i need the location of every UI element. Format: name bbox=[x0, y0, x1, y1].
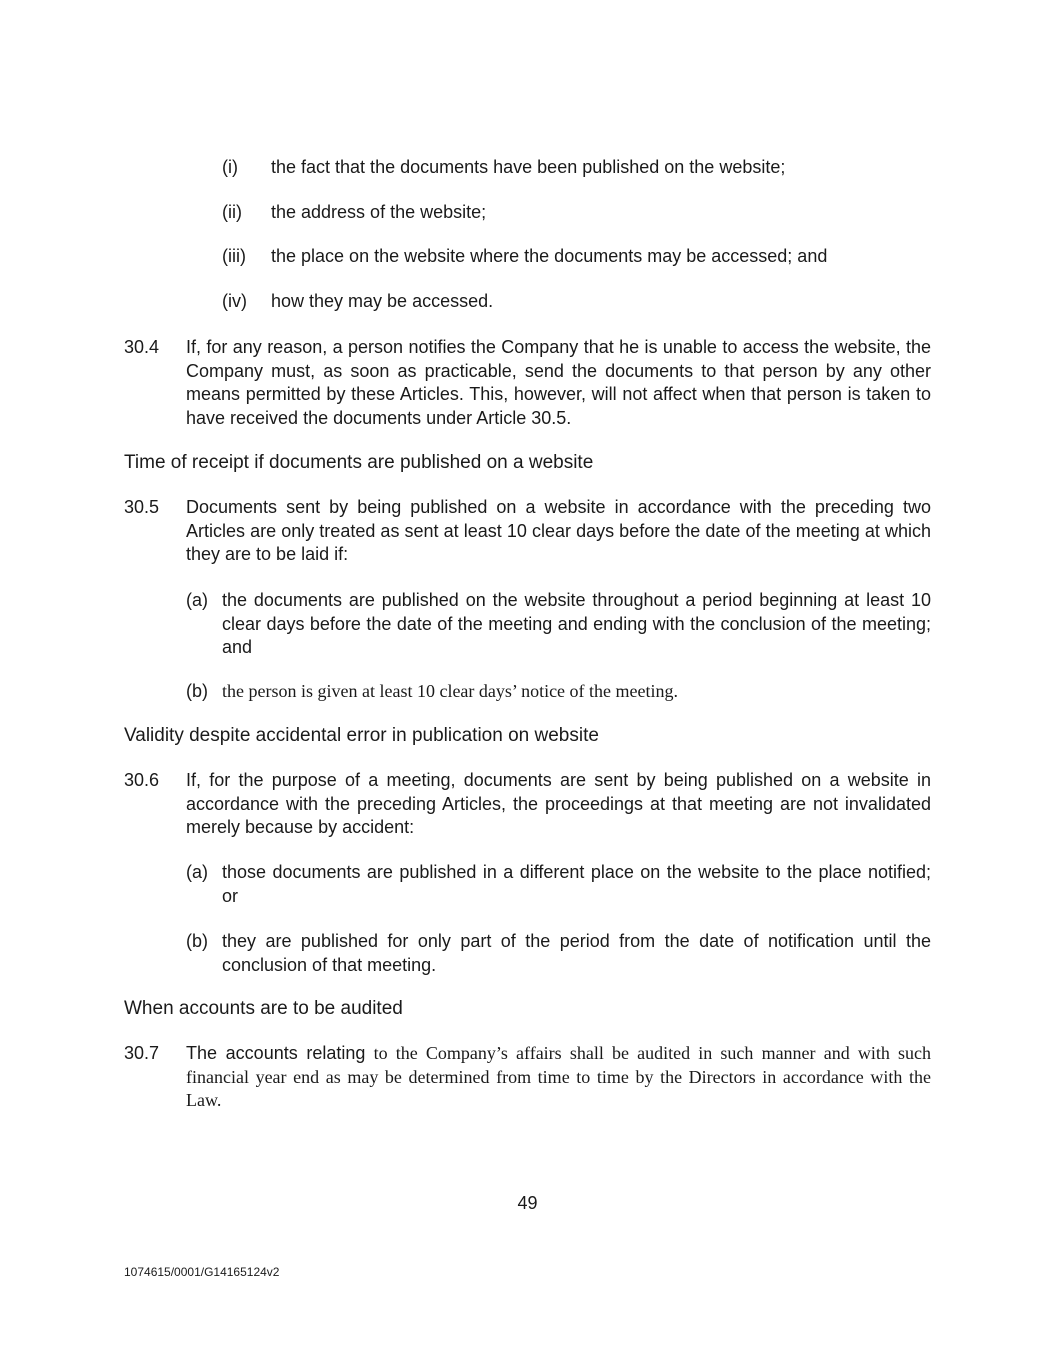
sub-label-30-5-b: (b) bbox=[186, 681, 208, 701]
list-text-iii: the place on the website where the documents may be accessed; and bbox=[271, 246, 828, 266]
clause-number-30-5: 30.5 bbox=[124, 497, 160, 517]
clause-text-30-6: If, for the purpose of a meeting, documents are sent by being published on a website in accordance with the preceding Articles, the proceedings at that meeting are not invalidated merely because by accident: bbox=[186, 770, 931, 837]
clause-number-30-4: 30.4 bbox=[124, 337, 160, 357]
section-heading-accounts-audited: When accounts are to be audited bbox=[124, 998, 403, 1019]
sub-label-30-6-b: (b) bbox=[186, 931, 208, 951]
sub-text-30-6-b: they are published for only part of the period from the date of notification until the conclusion of that meeting. bbox=[222, 931, 931, 975]
list-text-i: the fact that the documents have been published on the website; bbox=[271, 157, 786, 177]
list-text-iv: how they may be accessed. bbox=[271, 291, 494, 311]
clause-text-30-5: Documents sent by being published on a website in accordance with the preceding two Articles are only treated as sent at least 10 clear days before the date of the meeting at which they are to be laid if: bbox=[186, 497, 931, 564]
list-label-iv: (iv) bbox=[222, 291, 247, 311]
clause-text-30-4: If, for any reason, a person notifies the Company that he is unable to access the website, the Company must, as soon as practicable, send the documents to that person by any other means permitted by these Articles. This, however, will not affect when that person is taken to have received the documents under Article 30.5. bbox=[186, 337, 931, 428]
clause-text-30-7-rest: to the Company’s affairs shall be audited in such manner and with such financial year end as may be determined from time to time by the Directors in accordance with the Law. bbox=[186, 1043, 931, 1110]
clause-number-30-7: 30.7 bbox=[124, 1043, 160, 1063]
document-reference: 1074615/0001/G14165124v2 bbox=[124, 1265, 280, 1279]
list-label-ii: (ii) bbox=[222, 202, 242, 222]
section-heading-validity: Validity despite accidental error in publication on website bbox=[124, 725, 599, 746]
section-heading-time-of-receipt: Time of receipt if documents are published on a website bbox=[124, 452, 594, 473]
sub-text-30-5-a: the documents are published on the website throughout a period beginning at least 10 clear days before the date of the meeting and ending with the conclusion of the meeting; and bbox=[222, 590, 931, 657]
page-number: 49 bbox=[517, 1193, 538, 1213]
clause-text-30-7 bbox=[186, 1042, 931, 1113]
list-label-iii: (iii) bbox=[222, 246, 246, 266]
list-label-i: (i) bbox=[222, 157, 238, 177]
sub-label-30-5-a: (a) bbox=[186, 590, 208, 610]
clause-number-30-6: 30.6 bbox=[124, 770, 160, 790]
list-text-ii: the address of the website; bbox=[271, 202, 487, 222]
sub-label-30-6-a: (a) bbox=[186, 862, 208, 882]
clause-text-30-7-start: The accounts relating bbox=[186, 1043, 366, 1063]
sub-text-30-5-b: the person is given at least 10 clear days’ notice of the meeting. bbox=[222, 681, 679, 701]
sub-text-30-6-a: those documents are published in a different place on the website to the place notified; or bbox=[222, 862, 931, 906]
